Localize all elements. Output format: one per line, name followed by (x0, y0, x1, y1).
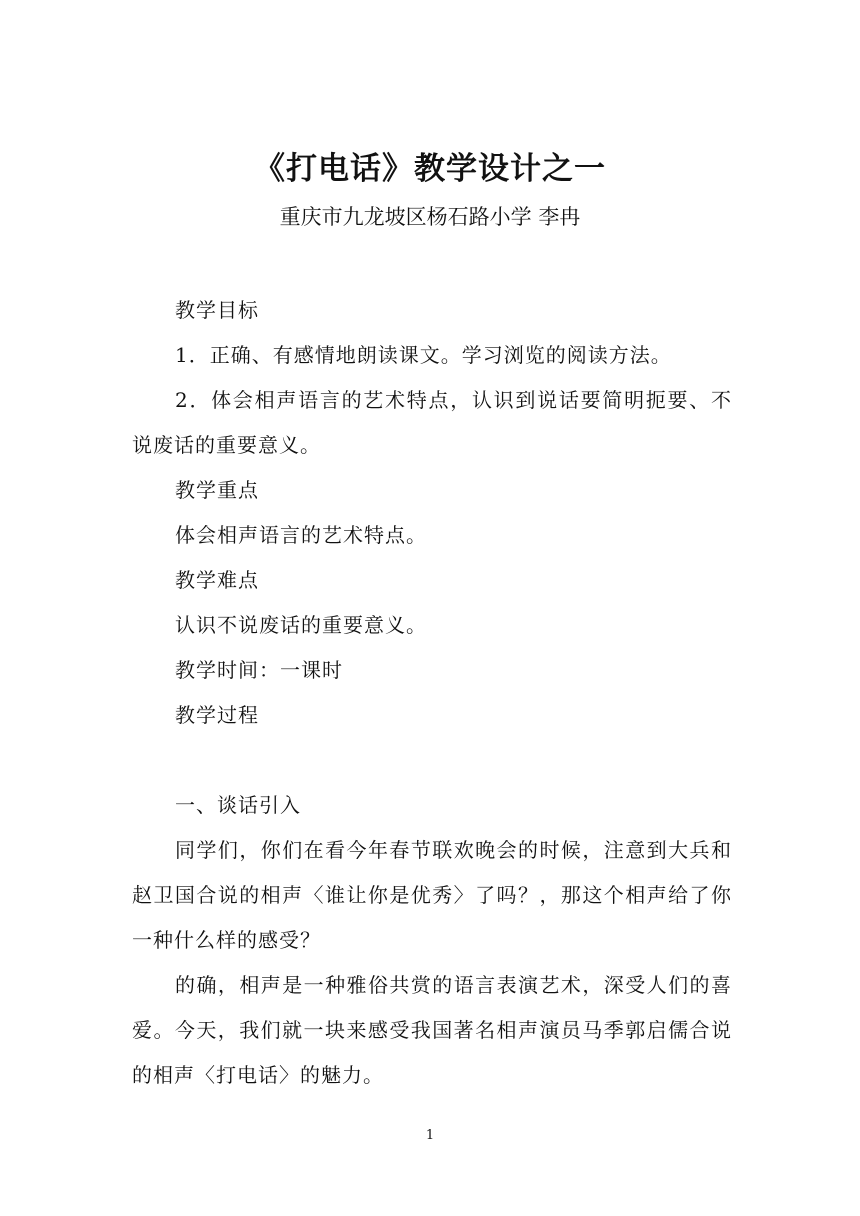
document-body (132, 288, 732, 1098)
document-title: 《打电话》教学设计之一 (254, 151, 606, 187)
key-points-text: 体会相声语言的艺术特点。 (175, 523, 427, 547)
section-heading-intro: 一、谈话引入 (175, 793, 301, 817)
heading-difficulties: 教学难点 (175, 568, 259, 592)
intro-paragraph-1: 同学们，你们在看今年春节联欢晚会的时候，注意到大兵和赵卫国合说的相声〈谁让你是优秀〉了吗？，那这个相声给了你一种什么样的感受？ (132, 838, 732, 952)
intro-paragraph-2: 的确，相声是一种雅俗共赏的语言表演艺术，深受人们的喜爱。今天，我们就一块来感受我国著名相声演员马季郭启儒合说的相声〈打电话〉的魅力。 (132, 973, 732, 1087)
goal-item-1: 1．正确、有感情地朗读课文。学习浏览的阅读方法。 (175, 343, 672, 367)
author-line: 重庆市九龙坡区杨石路小学 李冉 (279, 205, 581, 229)
heading-teaching-goals: 教学目标 (175, 298, 259, 322)
heading-process: 教学过程 (175, 703, 259, 727)
blank-line (132, 738, 732, 783)
page-number: 1 (425, 1128, 435, 1143)
goal-item-2: 2．体会相声语言的艺术特点，认识到说话要简明扼要、不说废话的重要意义。 (132, 388, 732, 457)
heading-key-points: 教学重点 (175, 478, 259, 502)
teaching-time: 教学时间：一课时 (175, 658, 343, 682)
difficulties-text: 认识不说废话的重要意义。 (175, 613, 427, 637)
